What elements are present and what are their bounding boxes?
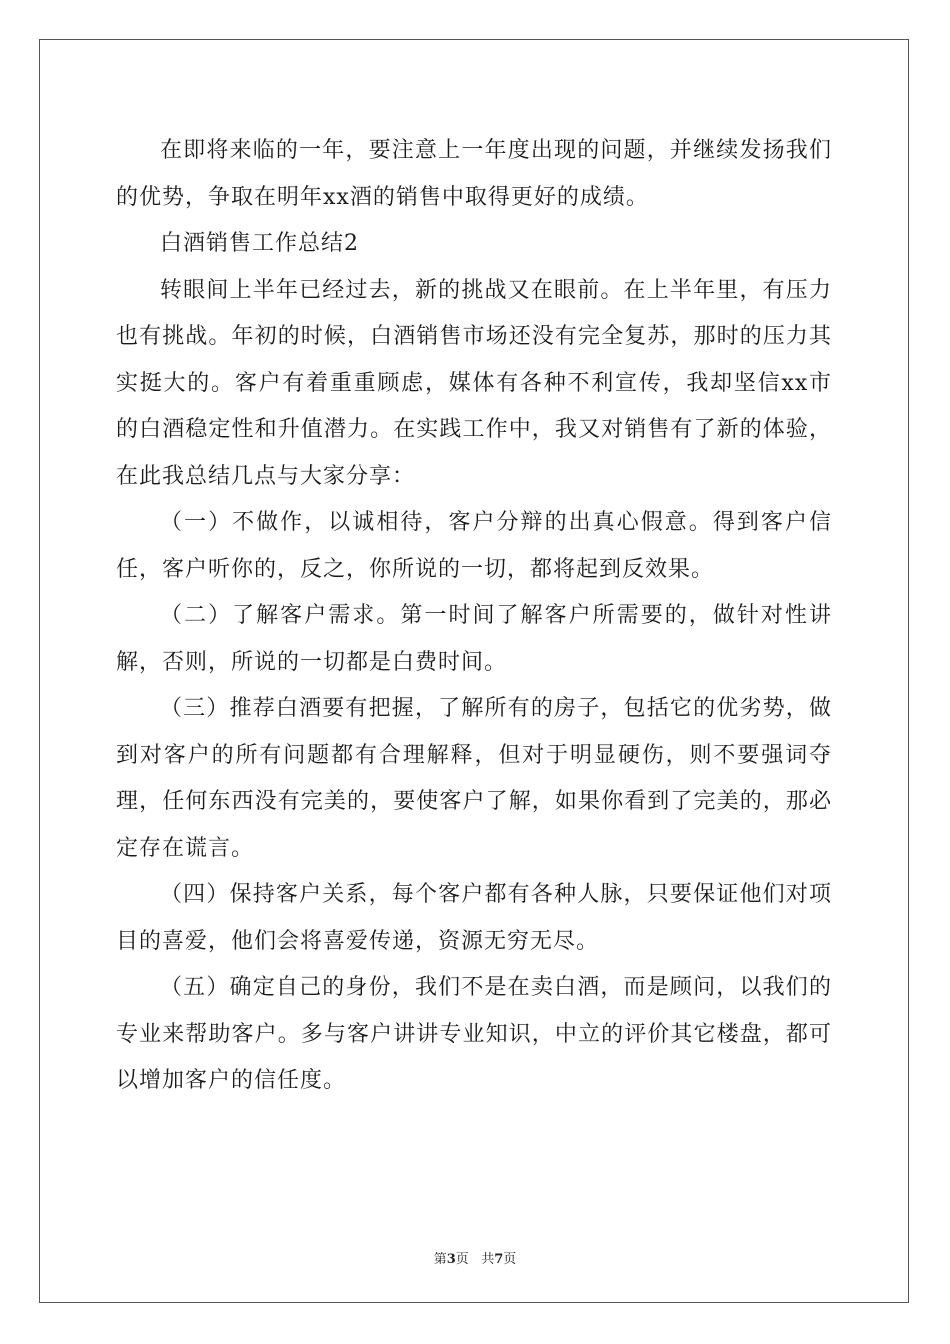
paragraph-point-4: （四）保持客户关系，每个客户都有各种人脉，只要保证他们对项目的喜爱，他们会将喜爱传递，资源无穷无尽。 (116, 882, 832, 954)
total-suffix: 页 (503, 1252, 517, 1267)
paragraph-point-5: （五）确定自己的身份，我们不是在卖白酒，而是顾问，以我们的专业来帮助客户。多与客户讲讲专业知识，中立的评价其它楼盘，都可以增加客户的信任度。 (116, 975, 832, 1093)
page-suffix: 页 (455, 1252, 469, 1267)
total-prefix: 共 (481, 1252, 495, 1267)
document-body (116, 128, 832, 1105)
page-footer (0, 1248, 950, 1267)
paragraph-point-3: （三）推荐白酒要有把握，了解所有的房子，包括它的优劣势，做到对客户的所有问题都有合理解释，但对于明显硬伤，则不要强词夺理，任何东西没有完美的，要使客户了解，如果你看到了完美的，那必定存在谎言。 (116, 696, 832, 861)
current-page-number: 3 (446, 1252, 456, 1267)
paragraph-point-2: （二）了解客户需求。第一时间了解客户所需要的，做针对性讲解，否则，所说的一切都是白费时间。 (116, 603, 832, 675)
paragraph-point-1: （一）不做作，以诚相待，客户分辩的出真心假意。得到客户信任，客户听你的，反之，你所说的一切，都将起到反效果。 (116, 510, 832, 582)
paragraph-intro: 转眼间上半年已经过去，新的挑战又在眼前。在上半年里，有压力也有挑战。年初的时候，白酒销售市场还没有完全复苏，那时的压力其实挺大的。客户有着重重顾虑，媒体有各种不利宣传，我却坚信xx市的白酒稳定性和升值潜力。在实践工作中，我又对销售有了新的体验，在此我总结几点与大家分享： (116, 277, 832, 489)
paragraph-closing: 在即将来临的一年，要注意上一年度出现的问题，并继续发扬我们的优势，争取在明年xx酒的销售中取得更好的成绩。 (116, 138, 832, 210)
page-prefix: 第 (433, 1252, 447, 1267)
section-heading: 白酒销售工作总结2 (160, 231, 359, 256)
total-page-count: 7 (494, 1252, 504, 1267)
